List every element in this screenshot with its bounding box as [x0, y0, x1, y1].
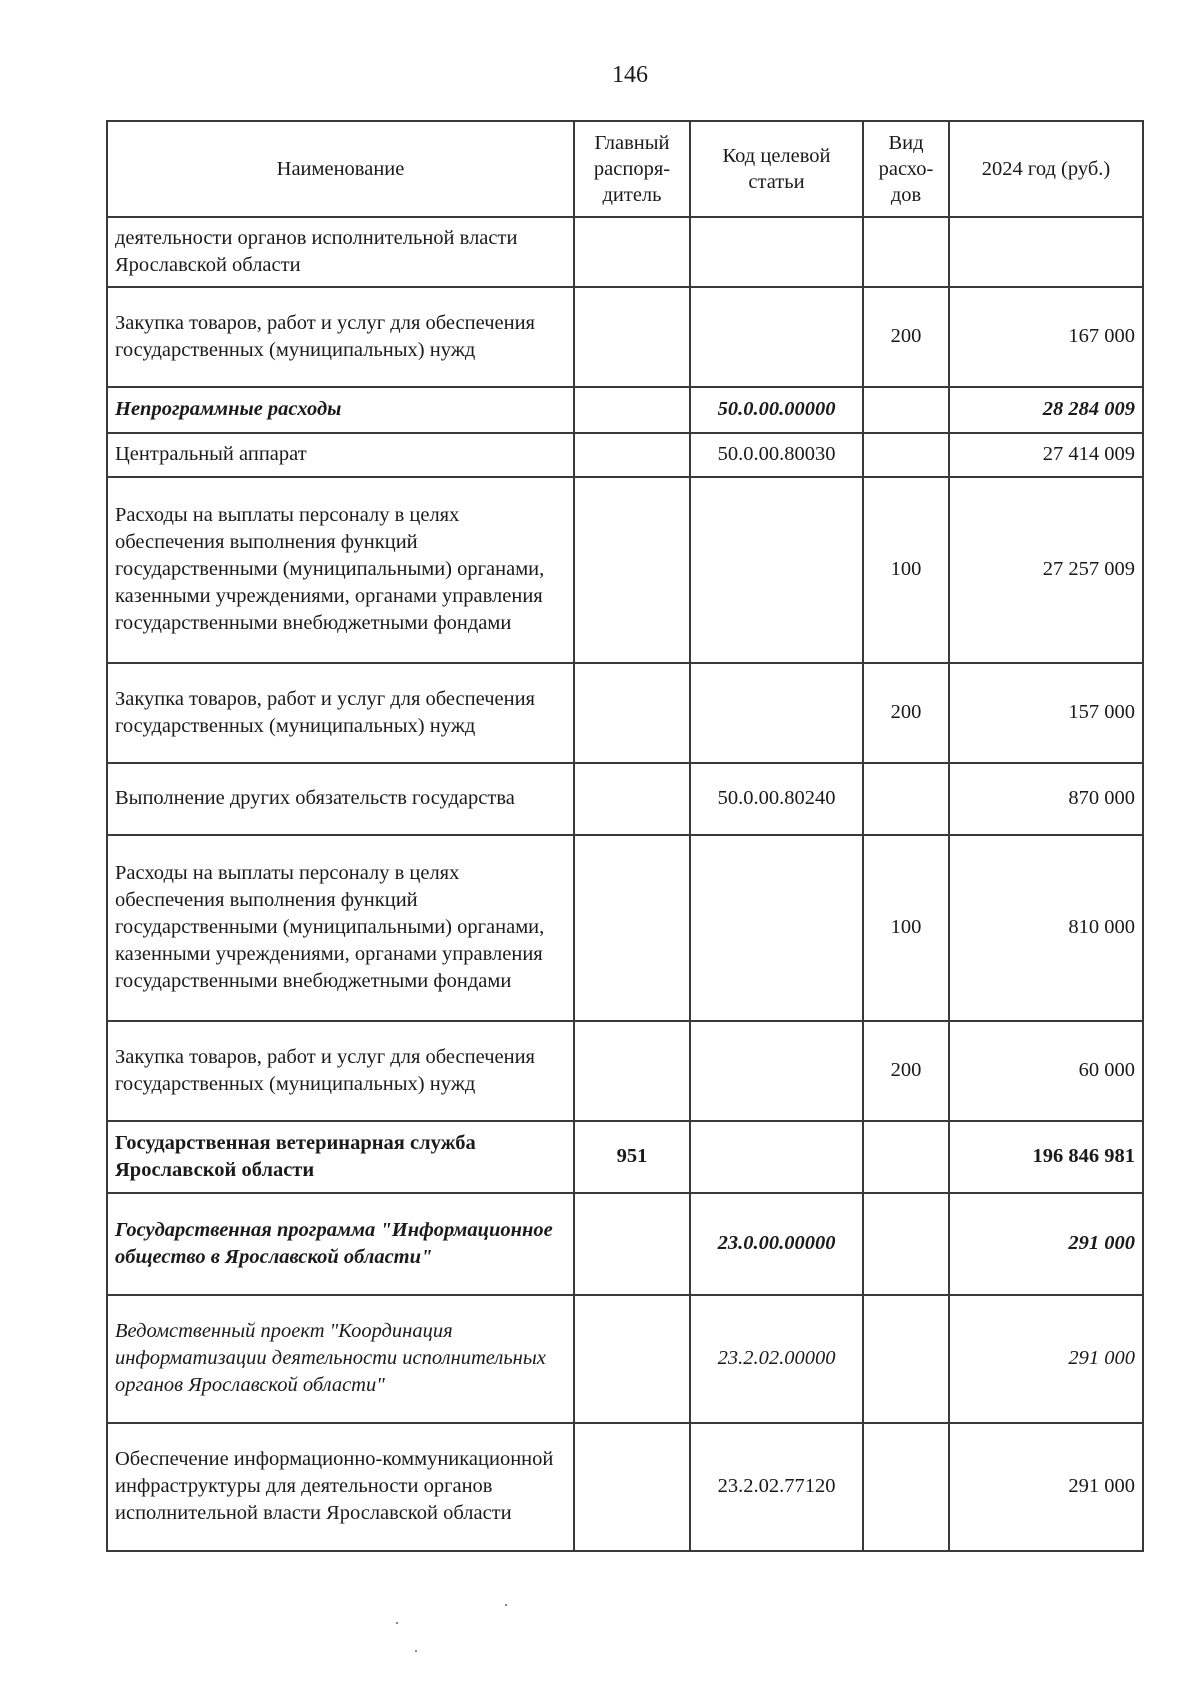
table-row	[107, 763, 1143, 835]
cell-name: Ведомственный проект "Координация информатизации деятельности исполнительных органов Ярославской области"	[107, 1295, 574, 1423]
cell-vid	[863, 1121, 949, 1193]
cell-vid	[863, 387, 949, 433]
cell-vid: 200	[863, 1021, 949, 1121]
table-row	[107, 433, 1143, 477]
scan-speck	[505, 1604, 507, 1606]
cell-sum	[949, 217, 1143, 287]
cell-sum: 196 846 981	[949, 1121, 1143, 1193]
cell-glavny	[574, 835, 690, 1021]
cell-code	[690, 1021, 863, 1121]
cell-sum: 60 000	[949, 1021, 1143, 1121]
cell-name: Центральный аппарат	[107, 433, 574, 477]
cell-code	[690, 835, 863, 1021]
table-row	[107, 477, 1143, 663]
cell-sum: 167 000	[949, 287, 1143, 387]
table-row	[107, 287, 1143, 387]
cell-name: Закупка товаров, работ и услуг для обеспечения государственных (муниципальных) нужд	[107, 287, 574, 387]
cell-name: Закупка товаров, работ и услуг для обеспечения государственных (муниципальных) нужд	[107, 1021, 574, 1121]
cell-glavny	[574, 433, 690, 477]
cell-sum: 157 000	[949, 663, 1143, 763]
header-vid: Вид расхо-дов	[863, 121, 949, 217]
cell-vid	[863, 217, 949, 287]
table-row	[107, 1423, 1143, 1551]
cell-vid	[863, 763, 949, 835]
cell-vid: 100	[863, 477, 949, 663]
cell-code: 23.0.00.00000	[690, 1193, 863, 1295]
cell-glavny	[574, 477, 690, 663]
cell-glavny	[574, 1295, 690, 1423]
table-row	[107, 387, 1143, 433]
cell-sum: 291 000	[949, 1295, 1143, 1423]
cell-sum: 27 257 009	[949, 477, 1143, 663]
cell-vid: 100	[863, 835, 949, 1021]
cell-code: 23.2.02.77120	[690, 1423, 863, 1551]
scan-speck	[396, 1622, 398, 1624]
cell-vid	[863, 1423, 949, 1551]
table-row	[107, 1021, 1143, 1121]
cell-sum: 27 414 009	[949, 433, 1143, 477]
cell-name: Расходы на выплаты персоналу в целях обеспечения выполнения функций государственными (муниципальными) органами, казенными учреждениями, органами управления государственными внебюджетными фондами	[107, 835, 574, 1021]
cell-name: Расходы на выплаты персоналу в целях обеспечения выполнения функций государственными (муниципальными) органами, казенными учреждениями, органами управления государственными внебюджетными фондами	[107, 477, 574, 663]
cell-code	[690, 287, 863, 387]
cell-code: 50.0.00.00000	[690, 387, 863, 433]
cell-glavny	[574, 663, 690, 763]
cell-name: Выполнение других обязательств государства	[107, 763, 574, 835]
cell-vid: 200	[863, 287, 949, 387]
cell-name: Обеспечение информационно-коммуникационной инфраструктуры для деятельности органов исполнительной власти Ярославской области	[107, 1423, 574, 1551]
cell-code	[690, 1121, 863, 1193]
cell-code	[690, 217, 863, 287]
cell-code	[690, 663, 863, 763]
cell-sum: 291 000	[949, 1423, 1143, 1551]
cell-name: Непрограммные расходы	[107, 387, 574, 433]
cell-glavny	[574, 763, 690, 835]
cell-glavny	[574, 1423, 690, 1551]
cell-code: 50.0.00.80030	[690, 433, 863, 477]
cell-vid	[863, 1193, 949, 1295]
page-number: 146	[612, 62, 648, 88]
cell-glavny	[574, 1193, 690, 1295]
header-code: Код целевой статьи	[690, 121, 863, 217]
cell-glavny	[574, 1021, 690, 1121]
cell-vid	[863, 1295, 949, 1423]
table-header-row	[107, 121, 1143, 217]
cell-name: деятельности органов исполнительной власти Ярославской области	[107, 217, 574, 287]
table-row	[107, 1121, 1143, 1193]
table-row	[107, 217, 1143, 287]
scan-speck	[415, 1650, 417, 1652]
cell-code: 23.2.02.00000	[690, 1295, 863, 1423]
cell-name: Государственная программа "Информационное общество в Ярославской области"	[107, 1193, 574, 1295]
cell-name: Закупка товаров, работ и услуг для обеспечения государственных (муниципальных) нужд	[107, 663, 574, 763]
header-sum: 2024 год (руб.)	[949, 121, 1143, 217]
cell-vid: 200	[863, 663, 949, 763]
header-name: Наименование	[107, 121, 574, 217]
cell-name: Государственная ветеринарная служба Ярославской области	[107, 1121, 574, 1193]
cell-sum: 291 000	[949, 1193, 1143, 1295]
cell-glavny	[574, 217, 690, 287]
cell-glavny	[574, 387, 690, 433]
budget-table	[106, 120, 1144, 1552]
cell-sum: 810 000	[949, 835, 1143, 1021]
cell-sum: 28 284 009	[949, 387, 1143, 433]
cell-glavny: 951	[574, 1121, 690, 1193]
table-row	[107, 663, 1143, 763]
table-row	[107, 1295, 1143, 1423]
cell-glavny	[574, 287, 690, 387]
table-row	[107, 1193, 1143, 1295]
header-glavny: Главный распоря-дитель	[574, 121, 690, 217]
cell-code	[690, 477, 863, 663]
cell-vid	[863, 433, 949, 477]
table-row	[107, 835, 1143, 1021]
cell-code: 50.0.00.80240	[690, 763, 863, 835]
cell-sum: 870 000	[949, 763, 1143, 835]
